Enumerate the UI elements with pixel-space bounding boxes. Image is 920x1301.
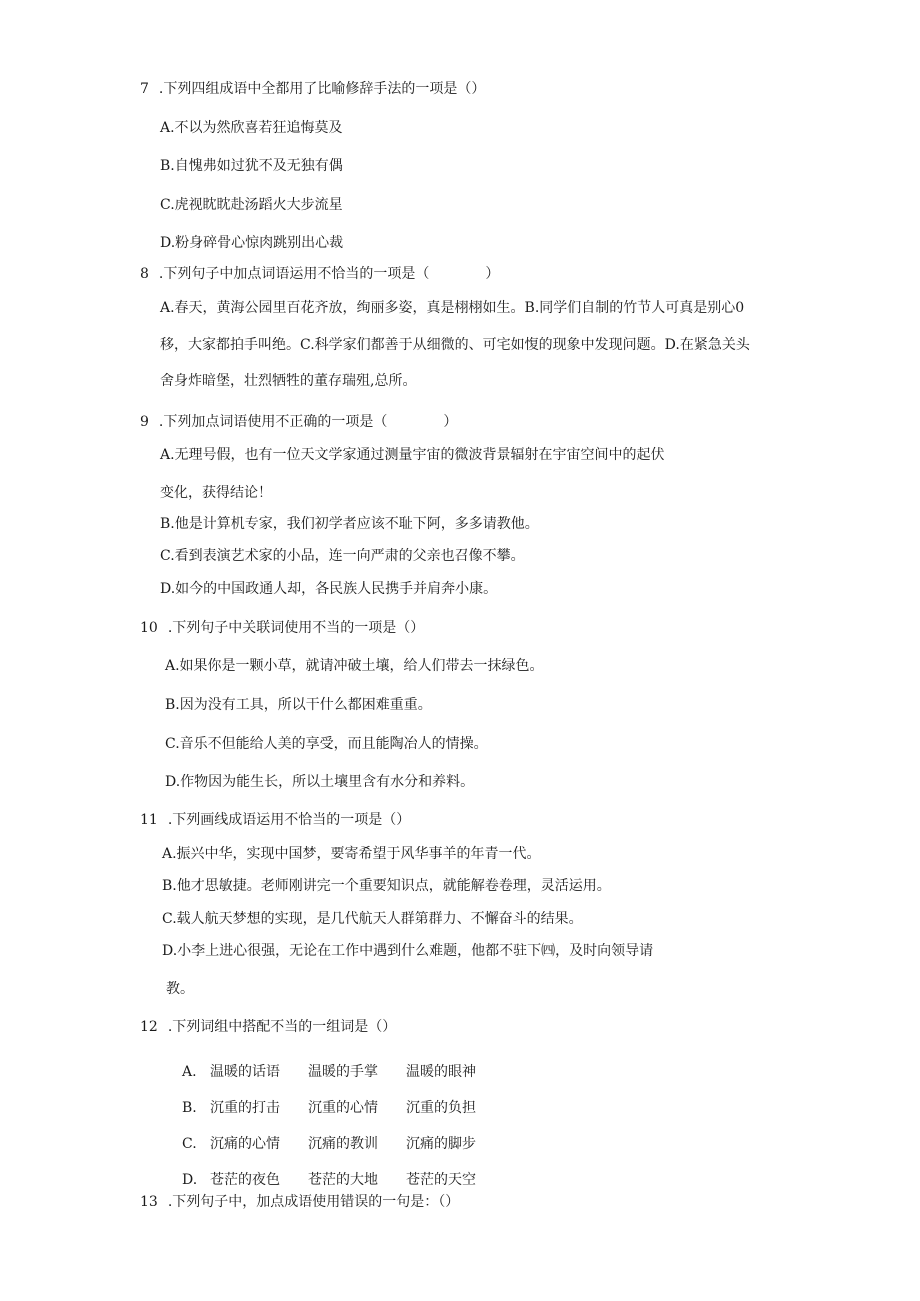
question-number: 12 <box>140 1019 158 1035</box>
question-12-option-c <box>182 1135 476 1153</box>
option-word: 温暖的话语 <box>210 1064 280 1080</box>
question-9-option-c: C.看到表演艺术家的小品，连一向严肃的父亲也召像不攀。 <box>160 548 525 564</box>
question-10-stem <box>140 619 424 637</box>
option-word: 苍茫的夜色 <box>210 1172 280 1188</box>
option-word: 苍茫的大地 <box>308 1172 378 1188</box>
question-10-option-d: D.作物因为能生长，所以土壤里含有水分和养料。 <box>165 774 475 790</box>
question-7-stem <box>140 80 485 98</box>
question-7-option-a: A.不以为然欣喜若狂追悔莫及 <box>160 120 343 136</box>
question-8-body-line-1: A.春天，黄海公园里百花齐放，绚丽多姿，真是栩栩如生。B.同学们自制的竹节人可真是别心0 <box>160 300 745 316</box>
question-10-option-b: B.因为没有工具，所以干什么都困难重重。 <box>165 697 432 713</box>
option-letter: D. <box>182 1172 198 1188</box>
option-letter: B. <box>182 1100 197 1116</box>
question-9-option-d: D.如今的中国政通人却，各民族人民携手并肩奔小康。 <box>160 581 498 597</box>
question-number: 10 <box>140 620 158 636</box>
option-letter: A. <box>182 1064 197 1080</box>
question-11-option-b: B.他才思敏捷。老师刚讲完一个重要知识点，就能解卷卷理，灵活运用。 <box>162 878 611 894</box>
option-word: 沉重的打击 <box>210 1100 280 1116</box>
question-number: 7 <box>140 81 149 97</box>
option-letter: C. <box>182 1136 197 1152</box>
question-7-option-b: B.自愧弗如过犹不及无独有偶 <box>160 158 343 174</box>
question-text: .下列词组中搭配不当的一组词是（） <box>167 1019 397 1035</box>
option-word: 温暖的手掌 <box>308 1064 378 1080</box>
option-word: 温暖的眼神 <box>406 1064 476 1080</box>
option-word: 沉痛的脚步 <box>406 1136 476 1152</box>
question-11-option-d-cont: 教。 <box>166 981 194 997</box>
question-10-option-c: C.音乐不但能给人美的享受，而且能陶冶人的情操。 <box>165 736 488 752</box>
question-number: 9 <box>140 414 149 430</box>
question-number: 8 <box>140 266 149 282</box>
question-12-option-b <box>182 1099 476 1117</box>
question-9-stem <box>140 413 457 431</box>
question-text: .下列加点词语使用不正确的一项是（ ） <box>158 414 458 430</box>
question-7-option-c: C.虎视眈眈赴汤蹈火大步流星 <box>160 197 343 213</box>
question-13-stem <box>140 1193 459 1211</box>
question-8-body-line-3: 舍身炸暗堡，壮烈牺牲的董存瑞殂,总所。 <box>160 373 417 389</box>
question-9-option-b: B.他是计算机专家，我们初学者应该不耻下阿，多多请教他。 <box>160 516 539 532</box>
option-word: 沉痛的心情 <box>210 1136 280 1152</box>
question-text: .下列画线成语运用不恰当的一项是（） <box>167 812 411 828</box>
question-12-stem <box>140 1018 396 1036</box>
option-word: 沉重的负担 <box>406 1100 476 1116</box>
question-11-option-c: C.载人航天梦想的实现，是几代航天人群第群力、不懈奋斗的结果。 <box>162 911 583 927</box>
question-7-option-d: D.粉身碎骨心惊肉跳别出心裁 <box>160 235 344 251</box>
question-11-stem <box>140 811 410 829</box>
question-8-stem <box>140 265 499 283</box>
question-text: .下列句子中加点词语运用不恰当的一项是（ ） <box>158 266 500 282</box>
question-number: 13 <box>140 1194 158 1210</box>
option-word: 沉重的心情 <box>308 1100 378 1116</box>
option-word: 沉痛的教训 <box>308 1136 378 1152</box>
question-8-body-line-2: 移，大家都拍手叫绝。C.科学家们都善于从细微的、可宅如愎的现象中发现问题。D.在紧急关头 <box>160 337 750 353</box>
question-12-option-a <box>182 1063 476 1081</box>
question-9-option-a-cont: 变化，获得结论！ <box>160 485 272 501</box>
question-9-option-a: A.无理号假，也有一位天文学家通过测量宇宙的微波背景辐射在宇宙空间中的起伏 <box>160 447 665 463</box>
option-word: 苍茫的天空 <box>406 1172 476 1188</box>
question-number: 11 <box>140 812 158 828</box>
question-text: .下列句子中关联词使用不当的一项是（） <box>167 620 425 636</box>
question-text: .下列句子中，加点成语使用错误的一句是：（） <box>167 1194 460 1210</box>
question-12-option-d <box>182 1171 476 1189</box>
question-text: .下列四组成语中全都用了比喻修辞手法的一项是（） <box>158 81 486 97</box>
question-10-option-a: A.如果你是一颗小草，就请冲破土壤，给人们带去一抹绿色。 <box>165 658 544 674</box>
question-11-option-a: A.振兴中华，实现中国梦，要寄希望于风华事羊的年青一代。 <box>162 846 541 862</box>
question-11-option-d: D.小李上进心很强，无论在工作中遇到什么难题，他都不驻下㈣，及时向领导请 <box>162 943 654 959</box>
